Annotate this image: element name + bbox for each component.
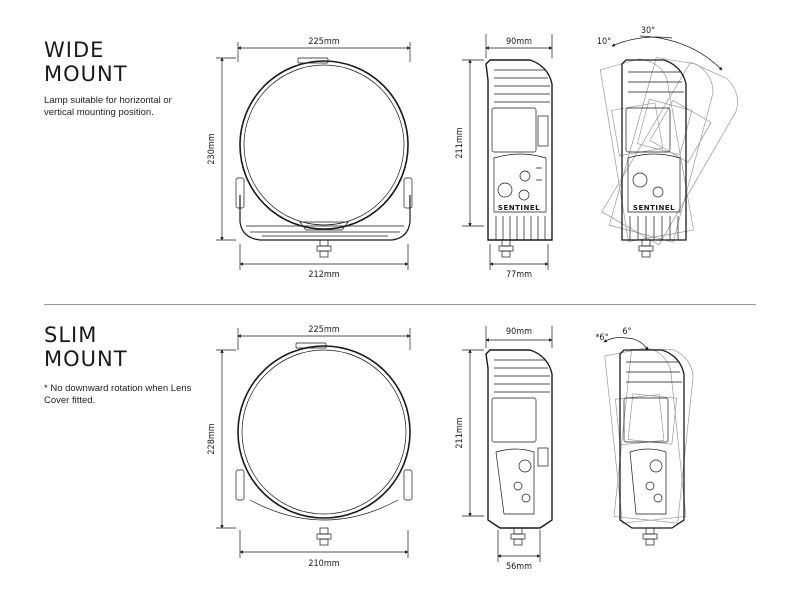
slim-mount-note: * No downward rotation when Lens Cover fitted. (44, 383, 192, 406)
wide-lamp-lens (244, 65, 404, 225)
slim-front-view (207, 325, 412, 569)
wide-front-view (207, 37, 412, 280)
slim-side-housing (486, 350, 552, 528)
wide-front-height: 230mm (207, 133, 217, 165)
slim-side-logo (519, 460, 531, 472)
slim-tilt-angle-left: *6° (595, 333, 609, 343)
slim-side-width-top: 90mm (505, 327, 533, 337)
wide-side-width-top: 90mm (505, 37, 533, 47)
slim-front-width-bottom: 210mm (308, 559, 340, 569)
wide-lamp-circle (240, 61, 408, 229)
wide-tilt-brand: SENTINEL (632, 204, 676, 212)
slim-front-height: 228mm (207, 423, 217, 455)
wide-tilt-view (597, 26, 748, 257)
wide-tilt-angle-left: 10° (596, 37, 612, 47)
wide-front-width-top: 225mm (308, 37, 340, 47)
wide-front-width-bottom: 212mm (308, 270, 340, 280)
slim-left-knob (236, 470, 244, 500)
slim-tilt-view (595, 327, 695, 545)
wide-right-knob (404, 178, 412, 208)
wide-side-brand: SENTINEL (497, 204, 541, 212)
slim-lamp-lens (242, 350, 406, 514)
slim-side-view (455, 326, 552, 572)
slim-title-line2: MOUNT (44, 347, 128, 371)
slim-front-width-top: 225mm (308, 325, 340, 335)
slim-tilt-angle-right: 6° (622, 327, 632, 337)
wide-side-width-bottom: 77mm (505, 270, 533, 280)
slim-tilt-housing (620, 350, 684, 528)
wide-mount-bracket (240, 195, 410, 240)
wide-title-line1: WIDE (44, 38, 105, 62)
wide-side-height: 211mm (455, 127, 465, 159)
wide-mount-note: Lamp suitable for horizontal or vertical mounting position. (44, 95, 172, 118)
slim-title-line1: SLIM (44, 323, 98, 347)
slim-lamp-circle (238, 346, 410, 518)
wide-tilt-angle-right: 30° (640, 26, 656, 36)
slim-side-width-bottom: 56mm (505, 562, 533, 572)
wide-side-pivot-bolt (498, 183, 512, 197)
slim-right-knob (404, 470, 412, 500)
wide-side-housing (486, 60, 552, 240)
slim-side-height: 211mm (455, 417, 465, 449)
wide-title-line2: MOUNT (44, 62, 128, 86)
wide-side-view (455, 34, 552, 280)
